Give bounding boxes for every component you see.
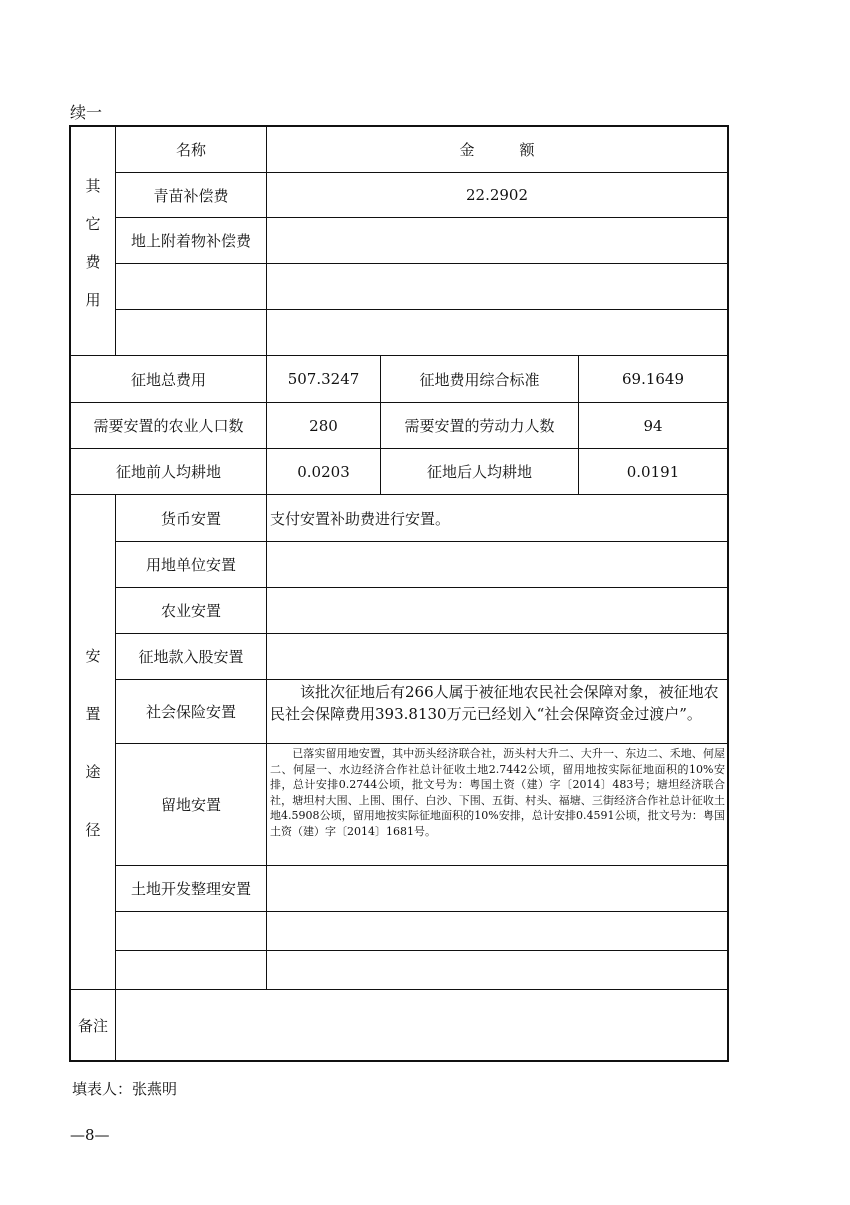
cost-amount	[267, 264, 727, 309]
cost-name	[116, 310, 266, 355]
cost-name: 青苗补偿费	[153, 186, 229, 205]
resettle-content	[267, 951, 727, 989]
remarks-content	[116, 990, 727, 1060]
remarks-label: 备注	[77, 1016, 108, 1035]
total-cost-value: 507.3247	[287, 370, 360, 388]
resettle-name: 用地单位安置	[145, 556, 236, 574]
resettle-name	[116, 951, 266, 989]
cost-name	[116, 264, 266, 309]
continued-label: 续一	[70, 103, 103, 122]
table-border-right	[727, 125, 729, 1062]
table-border-bottom	[69, 1060, 729, 1062]
before-farmland-value: 0.0203	[297, 462, 350, 481]
resettle-content: 支付安置补助费进行安置。	[270, 510, 451, 528]
resettle-name: 留地安置	[160, 796, 221, 814]
resettle-content	[267, 634, 727, 679]
labor-value: 94	[643, 416, 663, 435]
col-name-header: 名称	[175, 141, 206, 159]
resettle-name	[116, 912, 266, 950]
resettle-content: 已落实留用地安置，其中沥头经济联合社，沥头村大升二、大升一、东边二、禾地、何屋二、何屋一、水边经济合作社总计征收土地2.7442公顷，留用地按实际征地面积的10%安排，总计安排0.2744公顷，批文号为：粤国土资（建）字〔2014〕483号；塘坦经济联合社，塘坦村大围、上围、围仔、白沙、下围、五街、村头、福塘、三街经济合作社总计征收土地4.5908公顷，留用地按实际征地面积的10%安排，总计安排0.4591公顷，批文号为：粤国土资（建）字〔2014〕1681号。	[270, 747, 725, 838]
agri-pop-value: 280	[309, 416, 338, 435]
resettle-content	[267, 542, 727, 587]
after-farmland-label: 征地后人均耕地	[426, 463, 532, 481]
resettle-content: 该批次征地后有266人属于被征地农民社会保障对象，被征地农民社会保障费用393.8130万元已经划入“社会保障资金过渡户”。	[270, 683, 719, 723]
resettle-content	[267, 866, 727, 911]
before-farmland-label: 征地前人均耕地	[115, 463, 221, 481]
cost-amount	[267, 310, 727, 355]
resettle-content	[267, 912, 727, 950]
resettle-name: 社会保险安置	[145, 703, 236, 721]
standard-value: 69.1649	[621, 370, 685, 388]
other-costs-group-label: 其 它 费 用	[85, 177, 101, 309]
standard-label: 征地费用综合标准	[419, 370, 540, 389]
cost-amount: 22.2902	[465, 186, 529, 204]
resettle-name: 土地开发整理安置	[130, 880, 251, 898]
col-amount-header: 金 额	[459, 141, 535, 159]
resettlement-group-label: 安 置 途 径	[85, 647, 101, 839]
total-cost-label: 征地总费用	[130, 370, 206, 389]
page-number: —8—	[70, 1126, 110, 1144]
resettle-name: 征地款入股安置	[138, 648, 244, 666]
cost-amount	[267, 218, 727, 263]
resettle-name: 农业安置	[160, 602, 221, 620]
form-filler: 填表人：张燕明	[72, 1080, 178, 1098]
resettle-content	[267, 588, 727, 633]
labor-label: 需要安置的劳动力人数	[404, 417, 555, 435]
resettle-name: 货币安置	[160, 509, 221, 528]
after-farmland-value: 0.0191	[626, 462, 680, 481]
agri-pop-label: 需要安置的农业人口数	[93, 417, 244, 435]
cost-name: 地上附着物补偿费	[130, 232, 251, 250]
